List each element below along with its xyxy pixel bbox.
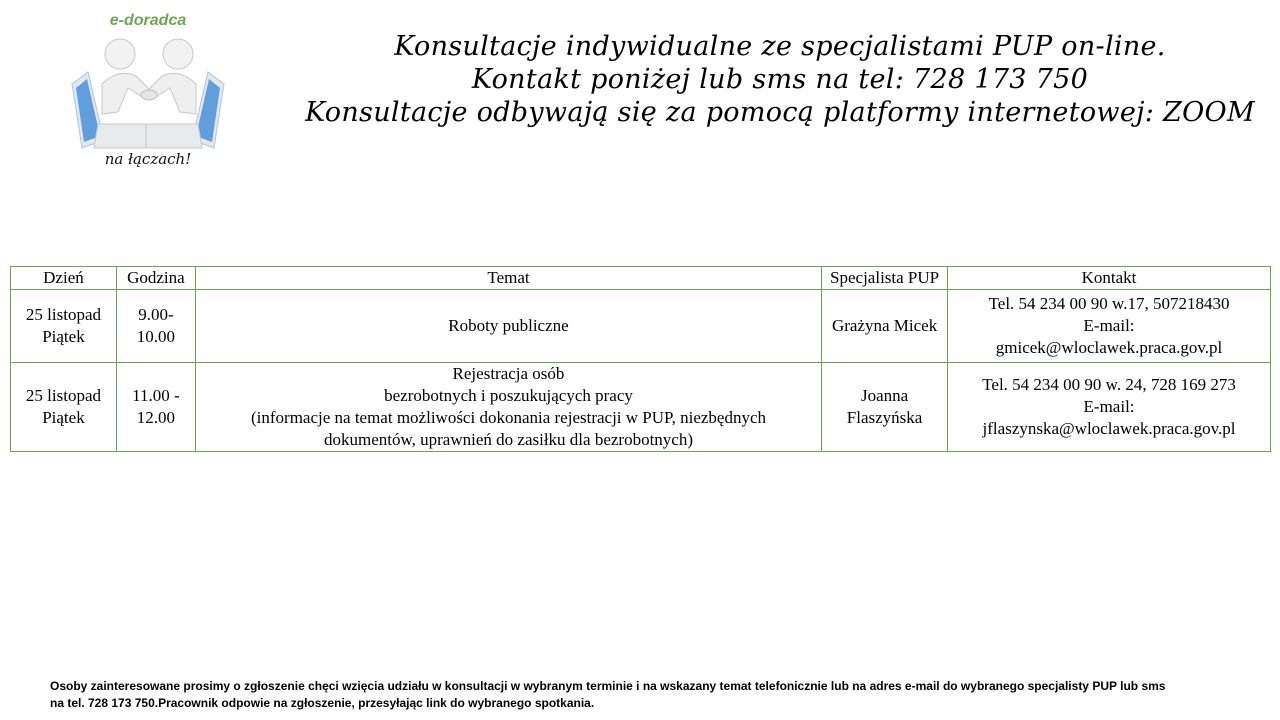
footer-line-2: na tel. 728 173 750.Pracownik odpowie na zgłoszenie, przesyłając link do wybranego spotkania. [50, 696, 595, 710]
logo-tagline: na łączach! [104, 150, 192, 168]
table-row [11, 290, 1271, 363]
column-header-specialist: Specjalista PUP [822, 267, 948, 290]
consultation-schedule-table [10, 266, 1271, 452]
e-doradca-logo [58, 10, 238, 175]
headline-line-2: Kontakt poniżej lub sms na tel: 728 173 750 [471, 64, 1089, 95]
column-header-day: Dzień [11, 267, 117, 290]
table-header-row [11, 267, 1271, 290]
cell-day: 25 listopad Piątek [11, 290, 117, 363]
column-header-topic: Temat [195, 267, 821, 290]
cell-specialist: Joanna Flaszyńska [822, 363, 948, 452]
cell-time: 9.00- 10.00 [116, 290, 195, 363]
headline-line-1: Konsultacje indywidualne ze specjalistami PUP on-line. [394, 31, 1166, 62]
footer-note [50, 678, 1250, 712]
footer-line-1: Osoby zainteresowane prosimy o zgłoszenie chęci wzięcia udziału w konsultacji w wybranym terminie i na wskazany temat telefonicznie lub na adres e-mail do wybranego specjalisty PUP lub sms [50, 679, 1166, 693]
cell-contact[interactable]: Tel. 54 234 00 90 w.17, 507218430 E-mail: gmicek@wloclawek.praca.gov.pl [948, 290, 1271, 363]
cell-contact[interactable]: Tel. 54 234 00 90 w. 24, 728 169 273 E-mail: jflaszynska@wloclawek.praca.gov.pl [948, 363, 1271, 452]
column-header-contact: Kontakt [948, 267, 1271, 290]
table-row [11, 363, 1271, 452]
headline [280, 30, 1280, 129]
handshake-laptops-icon [58, 32, 238, 150]
cell-topic: Rejestracja osób bezrobotnych i poszukujących pracy (informacje na temat możliwości dokonania rejestracji w PUP, niezbędnych dokumentów, uprawnień do zasiłku dla bezrobotnych) [195, 363, 821, 452]
cell-topic: Roboty publiczne [195, 290, 821, 363]
cell-time: 11.00 - 12.00 [116, 363, 195, 452]
column-header-time: Godzina [116, 267, 195, 290]
headline-line-3: Konsultacje odbywają się za pomocą platformy internetowej: ZOOM [305, 97, 1255, 128]
cell-specialist: Grażyna Micek [822, 290, 948, 363]
logo-title: e-doradca [109, 12, 187, 29]
cell-day: 25 listopad Piątek [11, 363, 117, 452]
